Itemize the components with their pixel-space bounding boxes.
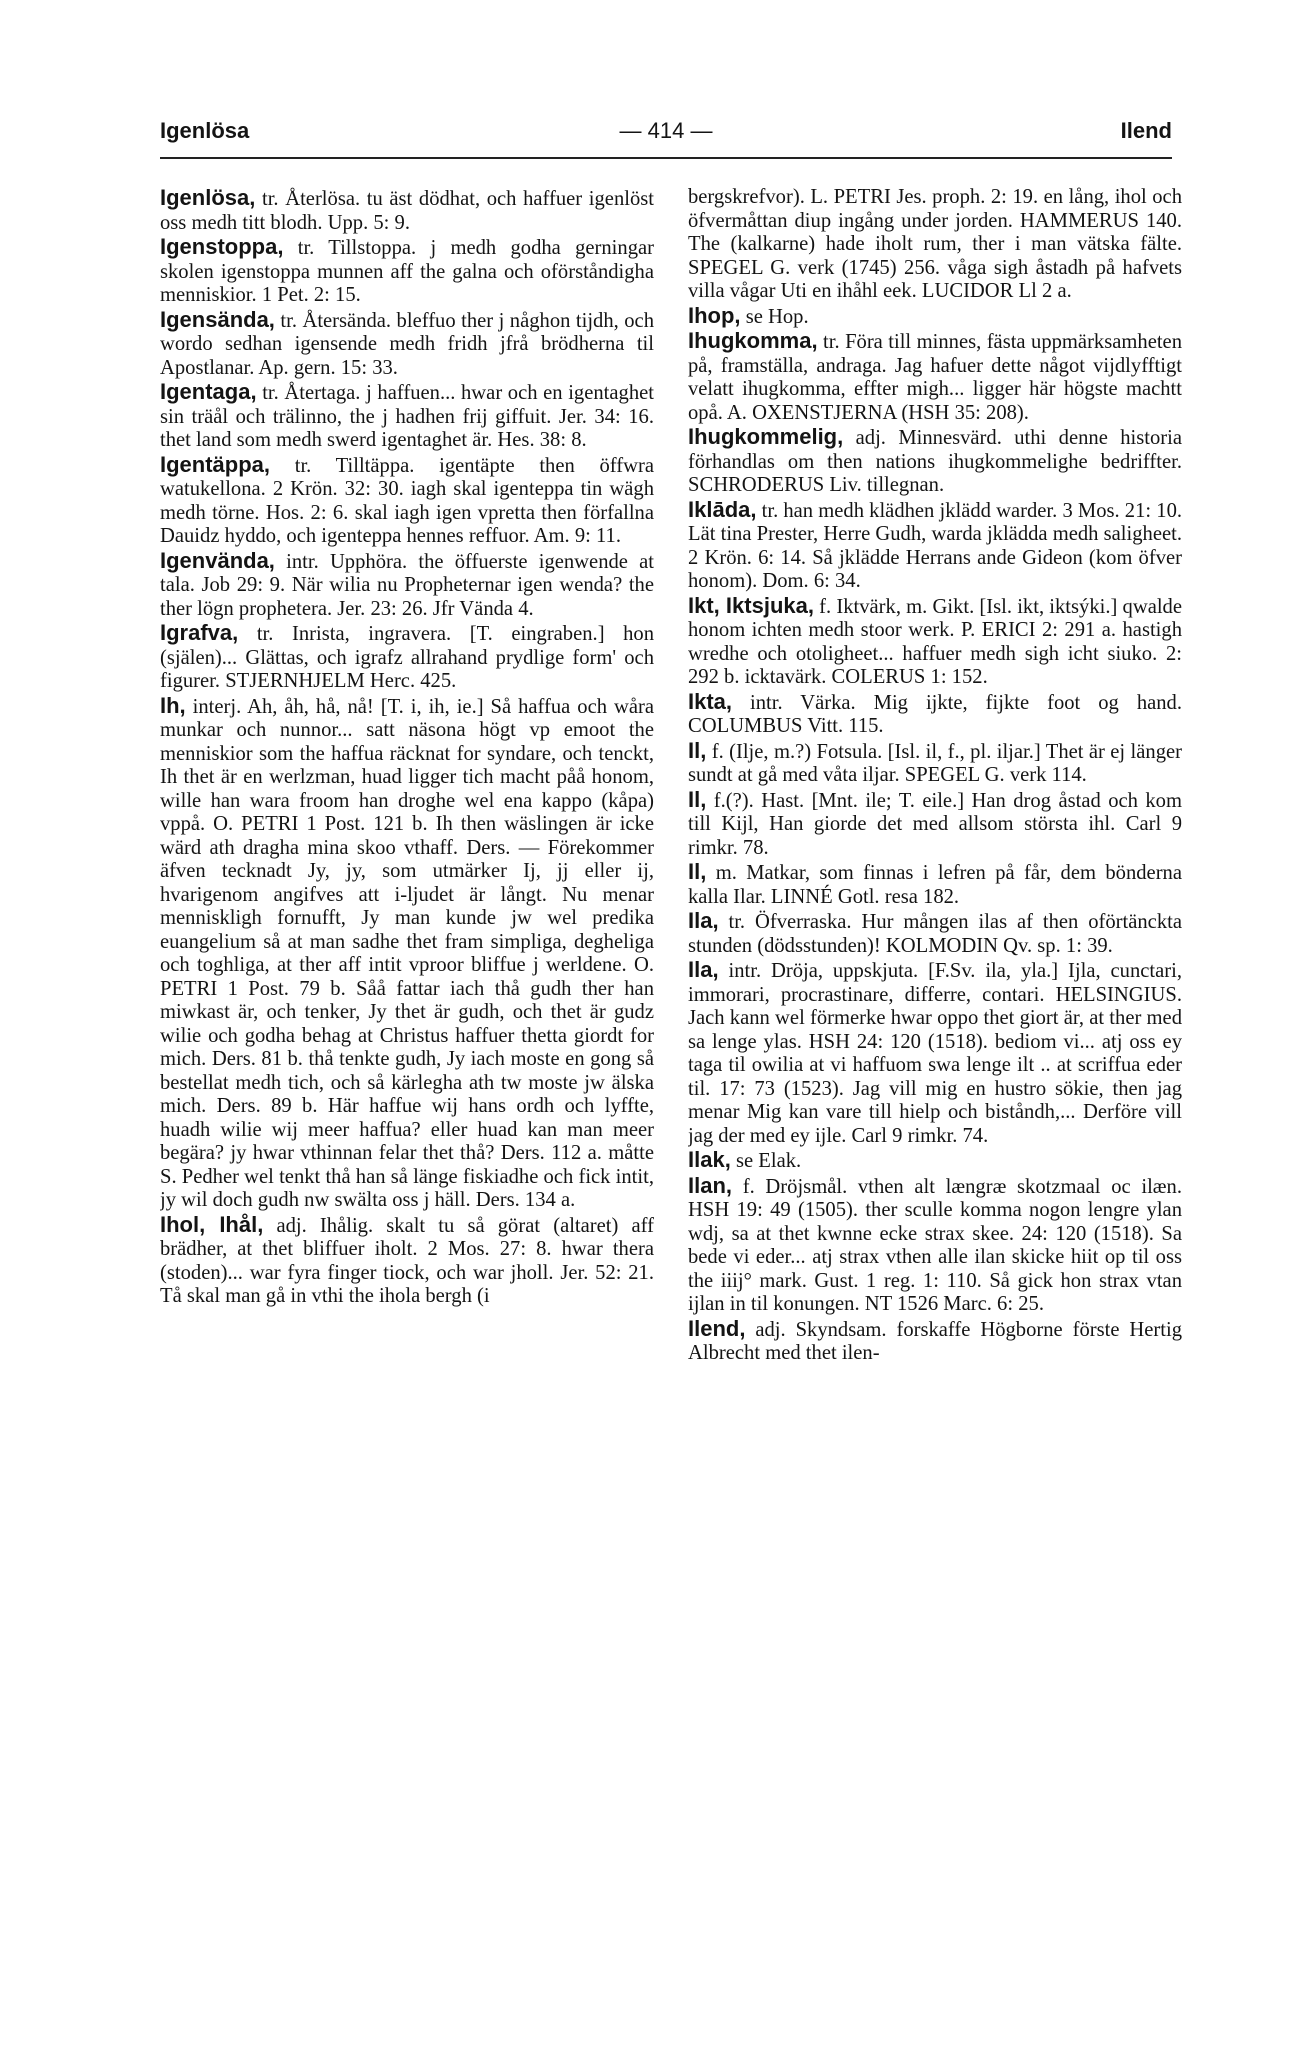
entry-text: bergskrefvor). L. PETRI Jes. proph. 2: 19. en lång, ihol och öfvermåttan diup ingång under jorden. HAMMERUS 140. The (kalkarne) hade iholt rum, ther i man vätska fälte. SPEGEL G. verk (1745) 256. våga sigh åstadh på hafvets villa vågar Uti en ihåhl eek. LUCIDOR Ll 2 a. bbox=[688, 186, 1182, 302]
entry-headword: Igenlösa, bbox=[160, 186, 256, 210]
dictionary-entry bbox=[160, 186, 654, 235]
dictionary-entry bbox=[688, 1174, 1182, 1317]
entry-text: se Elak. bbox=[730, 1150, 802, 1172]
entry-text: tr. Tilltäppa. igentäpte then öffwra watukellona. 2 Krön. 32: 30. iagh skal igenteppa tin wägh medh törne. Hos. 2: 6. skal iagh igen vpretta then förfallna Dauidz hyddo, och igenteppa hennes reffuor. Am. 9: 11. bbox=[160, 454, 654, 547]
dictionary-entry bbox=[688, 329, 1182, 425]
entry-headword: Igrafva, bbox=[160, 620, 239, 645]
entry-headword: Ihop, bbox=[688, 302, 741, 328]
entry-text: tr. Föra till minnes, fästa uppmärksamheten på, framställa, andraga. Jag hafuer dette något vijdlyfftigt velatt ihugkomma, effter migh... ligger här högste machtt opå. A. OXENSTJERNA (HSH 35: 208). bbox=[688, 331, 1182, 424]
dictionary-entry bbox=[688, 1317, 1182, 1366]
dictionary-entry bbox=[688, 425, 1182, 498]
entry-text: tr. Öfverraska. Hur mången ilas af then oförtänckta stunden (dödsstunden)! KOLMODIN Qv. sp. 1: 39. bbox=[688, 911, 1182, 957]
dictionary-entry bbox=[160, 380, 654, 453]
entry-headword: Igenstoppa, bbox=[160, 234, 284, 259]
dictionary-entry bbox=[160, 694, 654, 1213]
entry-headword: Ila, bbox=[688, 908, 719, 933]
entry-headword: Il, bbox=[688, 737, 707, 763]
entry-text: tr. Tillstoppa. j medh godha gerningar skolen igenstoppa munnen aff the galna och oförståndigha menniskior. 1 Pet. 2: 15. bbox=[160, 237, 654, 306]
entry-headword: Igensända, bbox=[160, 306, 275, 332]
dictionary-entry bbox=[688, 860, 1182, 909]
dictionary-entry bbox=[688, 739, 1182, 788]
entry-headword: Il, bbox=[688, 786, 707, 812]
header-last-headword: Ilend bbox=[1120, 118, 1172, 143]
entry-text: interj. Ah, åh, hå, nå! [T. i, ih, ie.] Så haffua och wåra munkar och nunnor... satt näsona högt vp emoot the menniskior som the haffua räcknat for syndare, och tenckt, Ih thet är en werlzman, huad ligger tich macht påå honom, wille han wara froom han droghe wel ena kappo (kåpa) vppå. O. PETRI 1 Post. 121 b. Ih then wäslingen är icke wärd ath dragha mina skoo vthaff. Ders. — Förekommer äfven tecknadt Jy, jy, som utmärker Ij, jj eller ij, hvarigenom angifves att i-ljudet är långt. Nu menar menniskligh fornufft, Jy man kunde jw wel predika euangelium så at man sadhe thet fram simpliga, degheliga och toghliga, at ther aff intit vproor bliffue j werldene. O. PETRI 1 Post. 79 b. Såå fattar iach thå gudh ther han miwkast är, och tenker, Jy thet är gudh, och thet är gudz wilie och godha behag at Christus haffuer thetta giordt for mich. Ders. 81 b. thå tenkte gudh, Jy iach moste en gong så bestellat medh tich, och så kärlegha ath tw moste jw älska mich. Ders. 89 b. Här haffue wij hans ordh och lyffte, huadh wilie wij meer haffua? eller huad kan man meer begära? jy hwar vthinnan felar thet thå? Ders. 112 a. måtte S. Pedher wel tenkt thå han så länge fiskiadhe och fick intit, jy wil doch gudh nw swälta oss j häll. Ders. 134 a. bbox=[160, 695, 654, 1211]
entry-headword: Igenvända, bbox=[160, 547, 275, 573]
header-first-headword: Igenlösa bbox=[160, 118, 250, 143]
entry-text: adj. Skyndsam. forskaffe Högborne förste Hertig Albrecht med thet ilen- bbox=[688, 1318, 1182, 1364]
dictionary-entry bbox=[160, 453, 654, 549]
dictionary-entry bbox=[688, 594, 1182, 690]
dictionary-entry bbox=[688, 909, 1182, 958]
entry-headword: Ihugkommelig, bbox=[688, 424, 844, 449]
dictionary-entry bbox=[160, 308, 654, 381]
dictionary-entry bbox=[688, 498, 1182, 594]
entry-text: tr. han medh klädhen jklädd warder. 3 Mos. 21: 10. Lät tina Prester, Herre Gudh, warda jklädda medh salighеet. 2 Krön. 6: 14. Så jklädde Herrans ande Gideon (kom öfver honom). Dom. 6: 34. bbox=[688, 499, 1182, 592]
entry-text: f.(?). Hast. [Mnt. ile; T. eile.] Han drog åstad och kom till Kijl, Han giorde det med allsom största ihl. Carl 9 rimkr. 78. bbox=[688, 789, 1182, 859]
entry-headword: Igentäppa, bbox=[160, 451, 271, 477]
right-column bbox=[688, 186, 1182, 2016]
dictionary-entry bbox=[688, 186, 1182, 304]
entry-text: f. (Ilje, m.?) Fotsula. [Isl. il, f., pl. iljar.] Thet är ej länger sundt at gå med våta iljar. SPEGEL G. verk 114. bbox=[688, 740, 1182, 786]
entry-headword: Ikt, Iktsjuka, bbox=[688, 592, 814, 618]
entry-headword: Ilan, bbox=[688, 1172, 733, 1198]
entry-text: f. Iktvärk, m. Gikt. [Isl. ikt, iktsýki.] qwalde honom ichten medh stoor werk. P. ERICI 2: 291 a. hastigh wredhe och otoligheet... haffuer medh sigh icht siuko. 2: 292 b. icktavärk. COLERUS 1: 152. bbox=[688, 595, 1182, 688]
entry-headword: Ihol, Ihål, bbox=[160, 1211, 264, 1237]
entry-headword: Il, bbox=[688, 859, 707, 884]
dictionary-entry bbox=[688, 690, 1182, 739]
entry-headword: Iklāda, bbox=[688, 496, 757, 522]
dictionary-entry bbox=[160, 621, 654, 694]
entry-headword: Ih, bbox=[160, 692, 186, 718]
entry-headword: Igentaga, bbox=[160, 379, 257, 404]
dictionary-entry bbox=[160, 1213, 654, 1309]
dictionary-entry bbox=[688, 1148, 1182, 1174]
entry-headword: Ihugkomma, bbox=[688, 328, 818, 353]
entry-text: tr. Återsända. bleffuo ther j någhon tijdh, och wordo sedhan igensende medh fridh jfrå brödherna til Apostlanar. Ap. gern. 15: 33. bbox=[160, 309, 654, 379]
running-header bbox=[160, 118, 1172, 154]
entry-text: intr. Upphöra. the öffuerste igenwende at tala. Job 29: 9. När wilia nu Propheternar igen wenda? the ther lögn prophetera. Jer. 23: 26. Jfr Vända 4. bbox=[160, 550, 654, 620]
entry-text: m. Matkar, som finnas i lefren på får, dem bönderna kalla Ilar. LINNÉ Gotl. resa 182. bbox=[688, 862, 1182, 908]
dictionary-entry bbox=[688, 958, 1182, 1148]
entry-headword: Ilak, bbox=[688, 1147, 731, 1172]
entry-text: tr. Återlösa. tu äst dödhat, och haffuer igenlöst oss medh titt blodh. Upp. 5: 9. bbox=[160, 188, 654, 234]
header-rule bbox=[160, 157, 1172, 159]
entry-text: adj. Ihålig. skalt tu så görat (altaret) aff brädher, at thet bliffuer iholt. 2 Mos. 27: 8. hwar thera (stoden)... war fyra finger tiock, och war jholl. Jer. 52: 21. Tå skal man gå in vthi the ihola bergh (i bbox=[160, 1214, 654, 1307]
entry-text: tr. Inrista, ingravera. [T. eingraben.] hon (själen)... Glättas, och igrafz allrahand prydlige form' och figurer. STJERNHJELM Herc. 425. bbox=[160, 623, 654, 692]
entry-headword: Ilend, bbox=[688, 1315, 746, 1341]
dictionary-entry bbox=[160, 549, 654, 622]
entry-headword: Ila, bbox=[688, 957, 719, 982]
entry-headword: Ikta, bbox=[688, 688, 733, 714]
dictionary-entry bbox=[688, 304, 1182, 330]
entry-text: se Hop. bbox=[740, 305, 809, 328]
entry-text: f. Dröjsmål. vthen alt længræ skotzmaal oc ilæn. HSH 19: 49 (1505). ther sculle komma nogon lengre ylan wdj, sa at thet kwnne ecke strax skee. 24: 120 (1518). Sa bede vi eder... atj strax vthen alle ilan skicke hiit op til oss the iiij° mark. Gust. 1 reg. 1: 110. Så gick hon strax vtan ijlan in til konungen. NT 1526 Marc. 6: 25. bbox=[688, 1175, 1182, 1315]
dictionary-entry bbox=[688, 788, 1182, 861]
left-column bbox=[160, 186, 654, 2016]
dictionary-entry bbox=[160, 235, 654, 308]
entry-text: tr. Återtaga. j haffuen... hwar och en igentaghet sin träål och trälinno, the j hadhen frij giffuit. Jer. 34: 16. thet land som medh swerd igentaghet är. Hes. 38: 8. bbox=[160, 382, 654, 451]
entry-text: intr. Dröja, uppskjuta. [F.Sv. ila, yla.] Ijla, cunctari, immorari, procrastinare, differre, contari. HELSINGIUS. Jach kann wel förmerke hwar oppo thet giort är, at ther med sa lenge ylas. HSH 24: 120 (1518). bediom vi... atj oss ey taga til owilia at vi haffuom swa lenge ilt .. at scriffua eder til. 17: 73 (1523). Jag vill mig en hustro sökie, then jag menar Mig kan vare till hielp och biståndh,... Derföre vill jag der med ey ijle. Carl 9 rimkr. 74. bbox=[688, 960, 1182, 1147]
page-number: — 414 — bbox=[619, 118, 713, 143]
entry-text: intr. Värka. Mig ijkte, fijkte foot og hand. COLUMBUS Vitt. 115. bbox=[688, 691, 1182, 737]
entry-text: adj. Minnesvärd. uthi denne historia förhandlas om then nations ihugkommelighe bedriffter. SCHRODERUS Liv. tillegnan. bbox=[688, 427, 1182, 496]
